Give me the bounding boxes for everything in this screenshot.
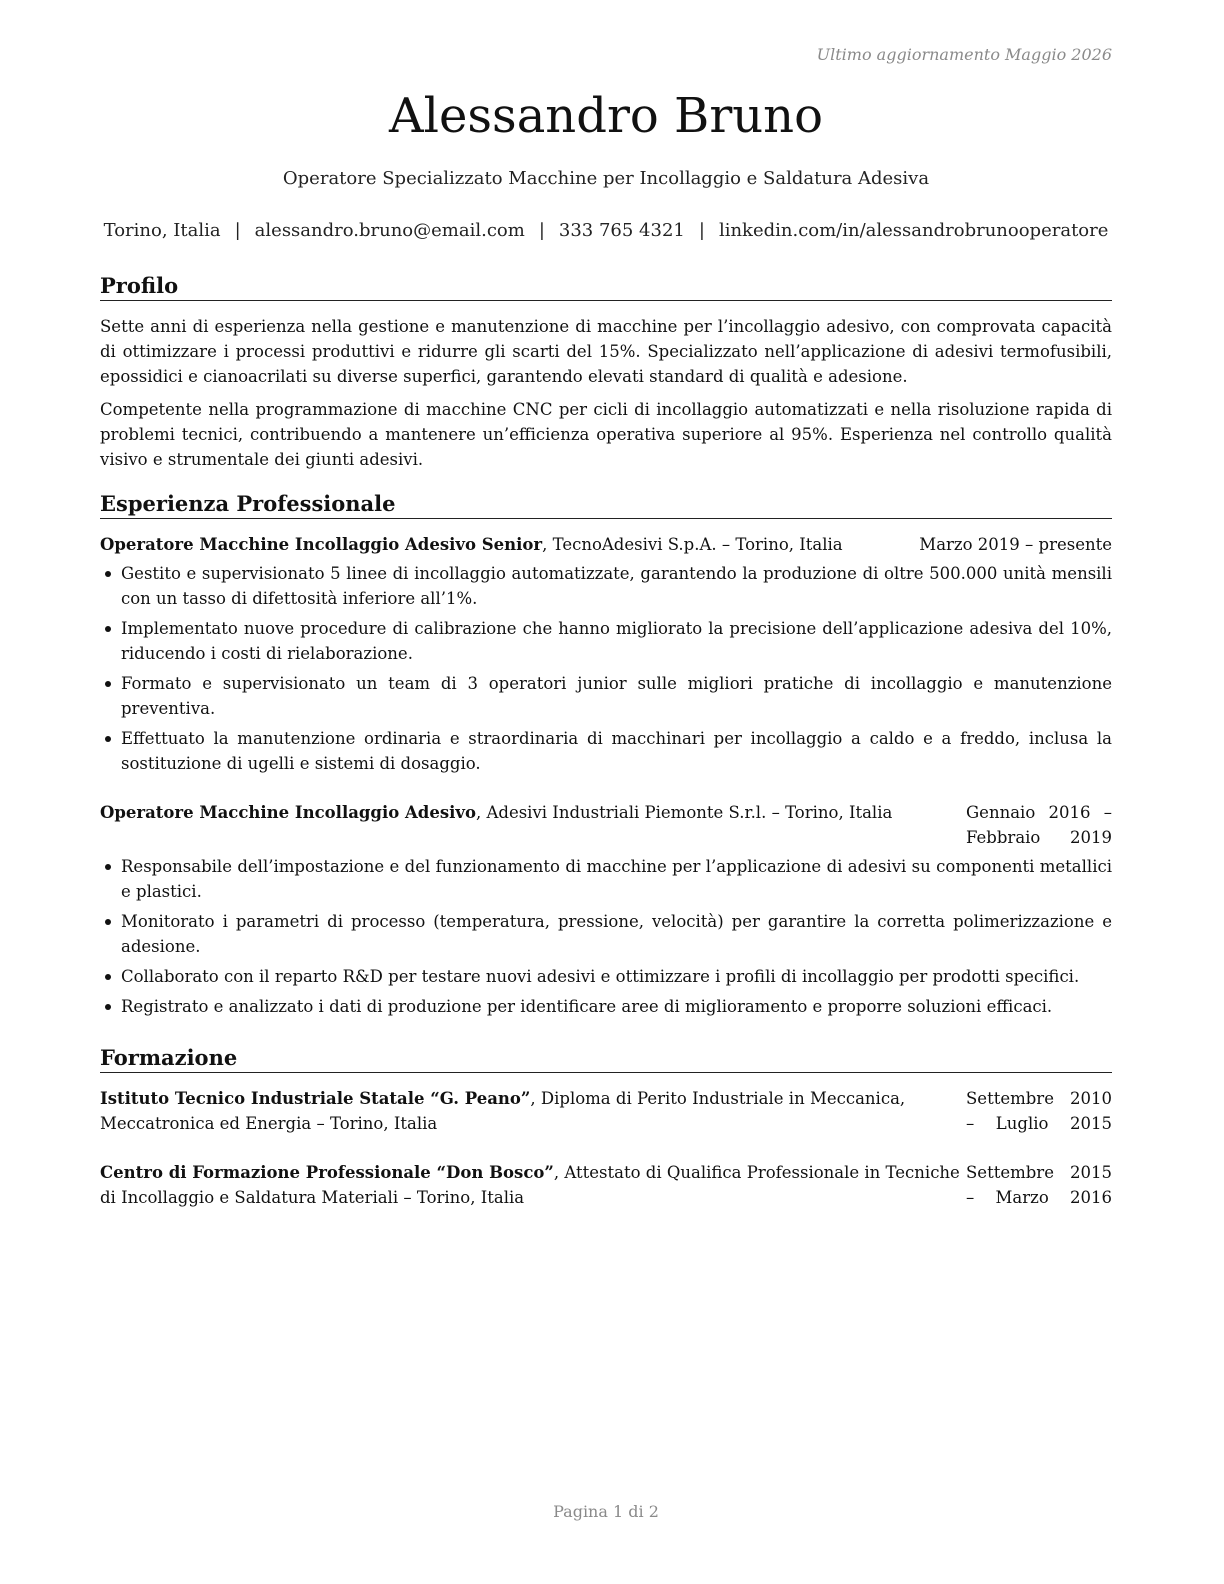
list-item: Responsabile dell’impostazione e del funzionamento di macchine per l’applicazione di adesivi su componenti metallici e plastici. xyxy=(100,854,1112,904)
profile-paragraph: Sette anni di esperienza nella gestione e manutenzione di macchine per l’incollaggio adesivo, con comprovata capacità di ottimizzare i processi produttivi e ridurre gli scarti del 15%. Specializzato nell’applicazione di adesivi termofusibili, epossidici e cianoacrilati su diverse superfici, garantendo elevati standard di qualità e adesione. xyxy=(100,317,1112,386)
contact-linkedin[interactable]: linkedin.com/in/alessandrobrunooperatore xyxy=(718,220,1109,241)
contact-separator: | xyxy=(234,220,241,241)
contact-email[interactable]: alessandro.bruno@email.com xyxy=(254,220,525,241)
profile-section xyxy=(100,314,1112,480)
education-header xyxy=(100,1086,1112,1136)
page-number: Pagina 1 di 2 xyxy=(553,1502,659,1521)
list-item: Effettuato la manutenzione ordinaria e straordinaria di macchinari per incollaggio a caldo e a freddo, inclusa la sostituzione di ugelli e sistemi di dosaggio. xyxy=(100,726,1112,776)
education-dates: Settembre 2015 – Marzo 2016 xyxy=(966,1163,1112,1207)
education-entry xyxy=(100,1160,1112,1210)
last-updated: Ultimo aggiornamento Maggio 2026 xyxy=(816,45,1112,64)
education-entry xyxy=(100,1086,1112,1136)
contact-separator: | xyxy=(538,220,545,241)
job-header xyxy=(100,532,1112,557)
list-item: Monitorato i parametri di processo (temperatura, pressione, velocità) per garantire la corretta polimerizzazione e adesione. xyxy=(100,909,1112,959)
job-header xyxy=(100,800,1112,850)
list-item: Collaborato con il reparto R&D per testare nuovi adesivi e ottimizzare i profili di incollaggio per prodotti specifici. xyxy=(100,964,1112,989)
profile-paragraph: Competente nella programmazione di macchine CNC per cicli di incollaggio automatizzati e nella risoluzione rapida di problemi tecnici, contribuendo a mantenere un’efficienza operativa superiore al 95%. Esperienza nel controllo qualità visivo e strumentale dei giunti adesivi. xyxy=(100,400,1112,469)
list-item: Implementato nuove procedure di calibrazione che hanno migliorato la precisione dell’applicazione adesiva del 10%, riducendo i costi di rielaborazione. xyxy=(100,616,1112,666)
list-item: Gestito e supervisionato 5 linee di incollaggio automatizzate, garantendo la produzione di oltre 500.000 unità mensili con un tasso di difettosità inferiore all’1%. xyxy=(100,561,1112,611)
job-entry xyxy=(100,800,1112,1024)
job-dates: Gennaio 2016 – Febbraio 2019 xyxy=(966,803,1112,847)
job-company: , Adesivi Industriali Piemonte S.r.l. – Torino, Italia xyxy=(475,803,893,822)
job-dates: Marzo 2019 – presente xyxy=(919,535,1112,554)
education-detail: , Diploma di Perito Industriale in Meccanica, Meccatronica ed Energia – Torino, Italia xyxy=(100,1089,906,1133)
education-dates: Settembre 2010 – Luglio 2015 xyxy=(966,1089,1112,1133)
contact-phone[interactable]: 333 765 4321 xyxy=(558,220,685,241)
candidate-name: Alessandro Bruno xyxy=(389,88,823,144)
contact-line xyxy=(100,220,1112,241)
list-item: Formato e supervisionato un team di 3 operatori junior sulle migliori pratiche di incollaggio e manutenzione preventiva. xyxy=(100,671,1112,721)
job-bullets xyxy=(100,561,1112,776)
job-company: , TecnoAdesivi S.p.A. – Torino, Italia xyxy=(542,535,843,554)
education-school: Centro di Formazione Professionale “Don Bosco” xyxy=(100,1163,554,1182)
job-entry xyxy=(100,532,1112,781)
education-detail: , Attestato di Qualifica Professionale in Tecniche di Incollaggio e Saldatura Materiali – Torino, Italia xyxy=(100,1163,960,1207)
job-bullets xyxy=(100,854,1112,1019)
job-role: Operatore Macchine Incollaggio Adesivo xyxy=(100,803,476,822)
section-title-profile: Profilo xyxy=(100,272,1112,301)
contact-location: Torino, Italia xyxy=(103,220,221,241)
education-header xyxy=(100,1160,1112,1210)
education-school: Istituto Tecnico Industriale Statale “G. Peano” xyxy=(100,1089,531,1108)
section-title-education: Formazione xyxy=(100,1044,1112,1073)
list-item: Registrato e analizzato i dati di produzione per identificare aree di miglioramento e proporre soluzioni efficaci. xyxy=(100,994,1112,1019)
candidate-subtitle: Operatore Specializzato Macchine per Incollaggio e Saldatura Adesiva xyxy=(282,168,930,189)
job-role: Operatore Macchine Incollaggio Adesivo Senior xyxy=(100,535,543,554)
resume-page xyxy=(100,0,1112,1584)
section-title-experience: Esperienza Professionale xyxy=(100,490,1112,519)
contact-separator: | xyxy=(698,220,705,241)
